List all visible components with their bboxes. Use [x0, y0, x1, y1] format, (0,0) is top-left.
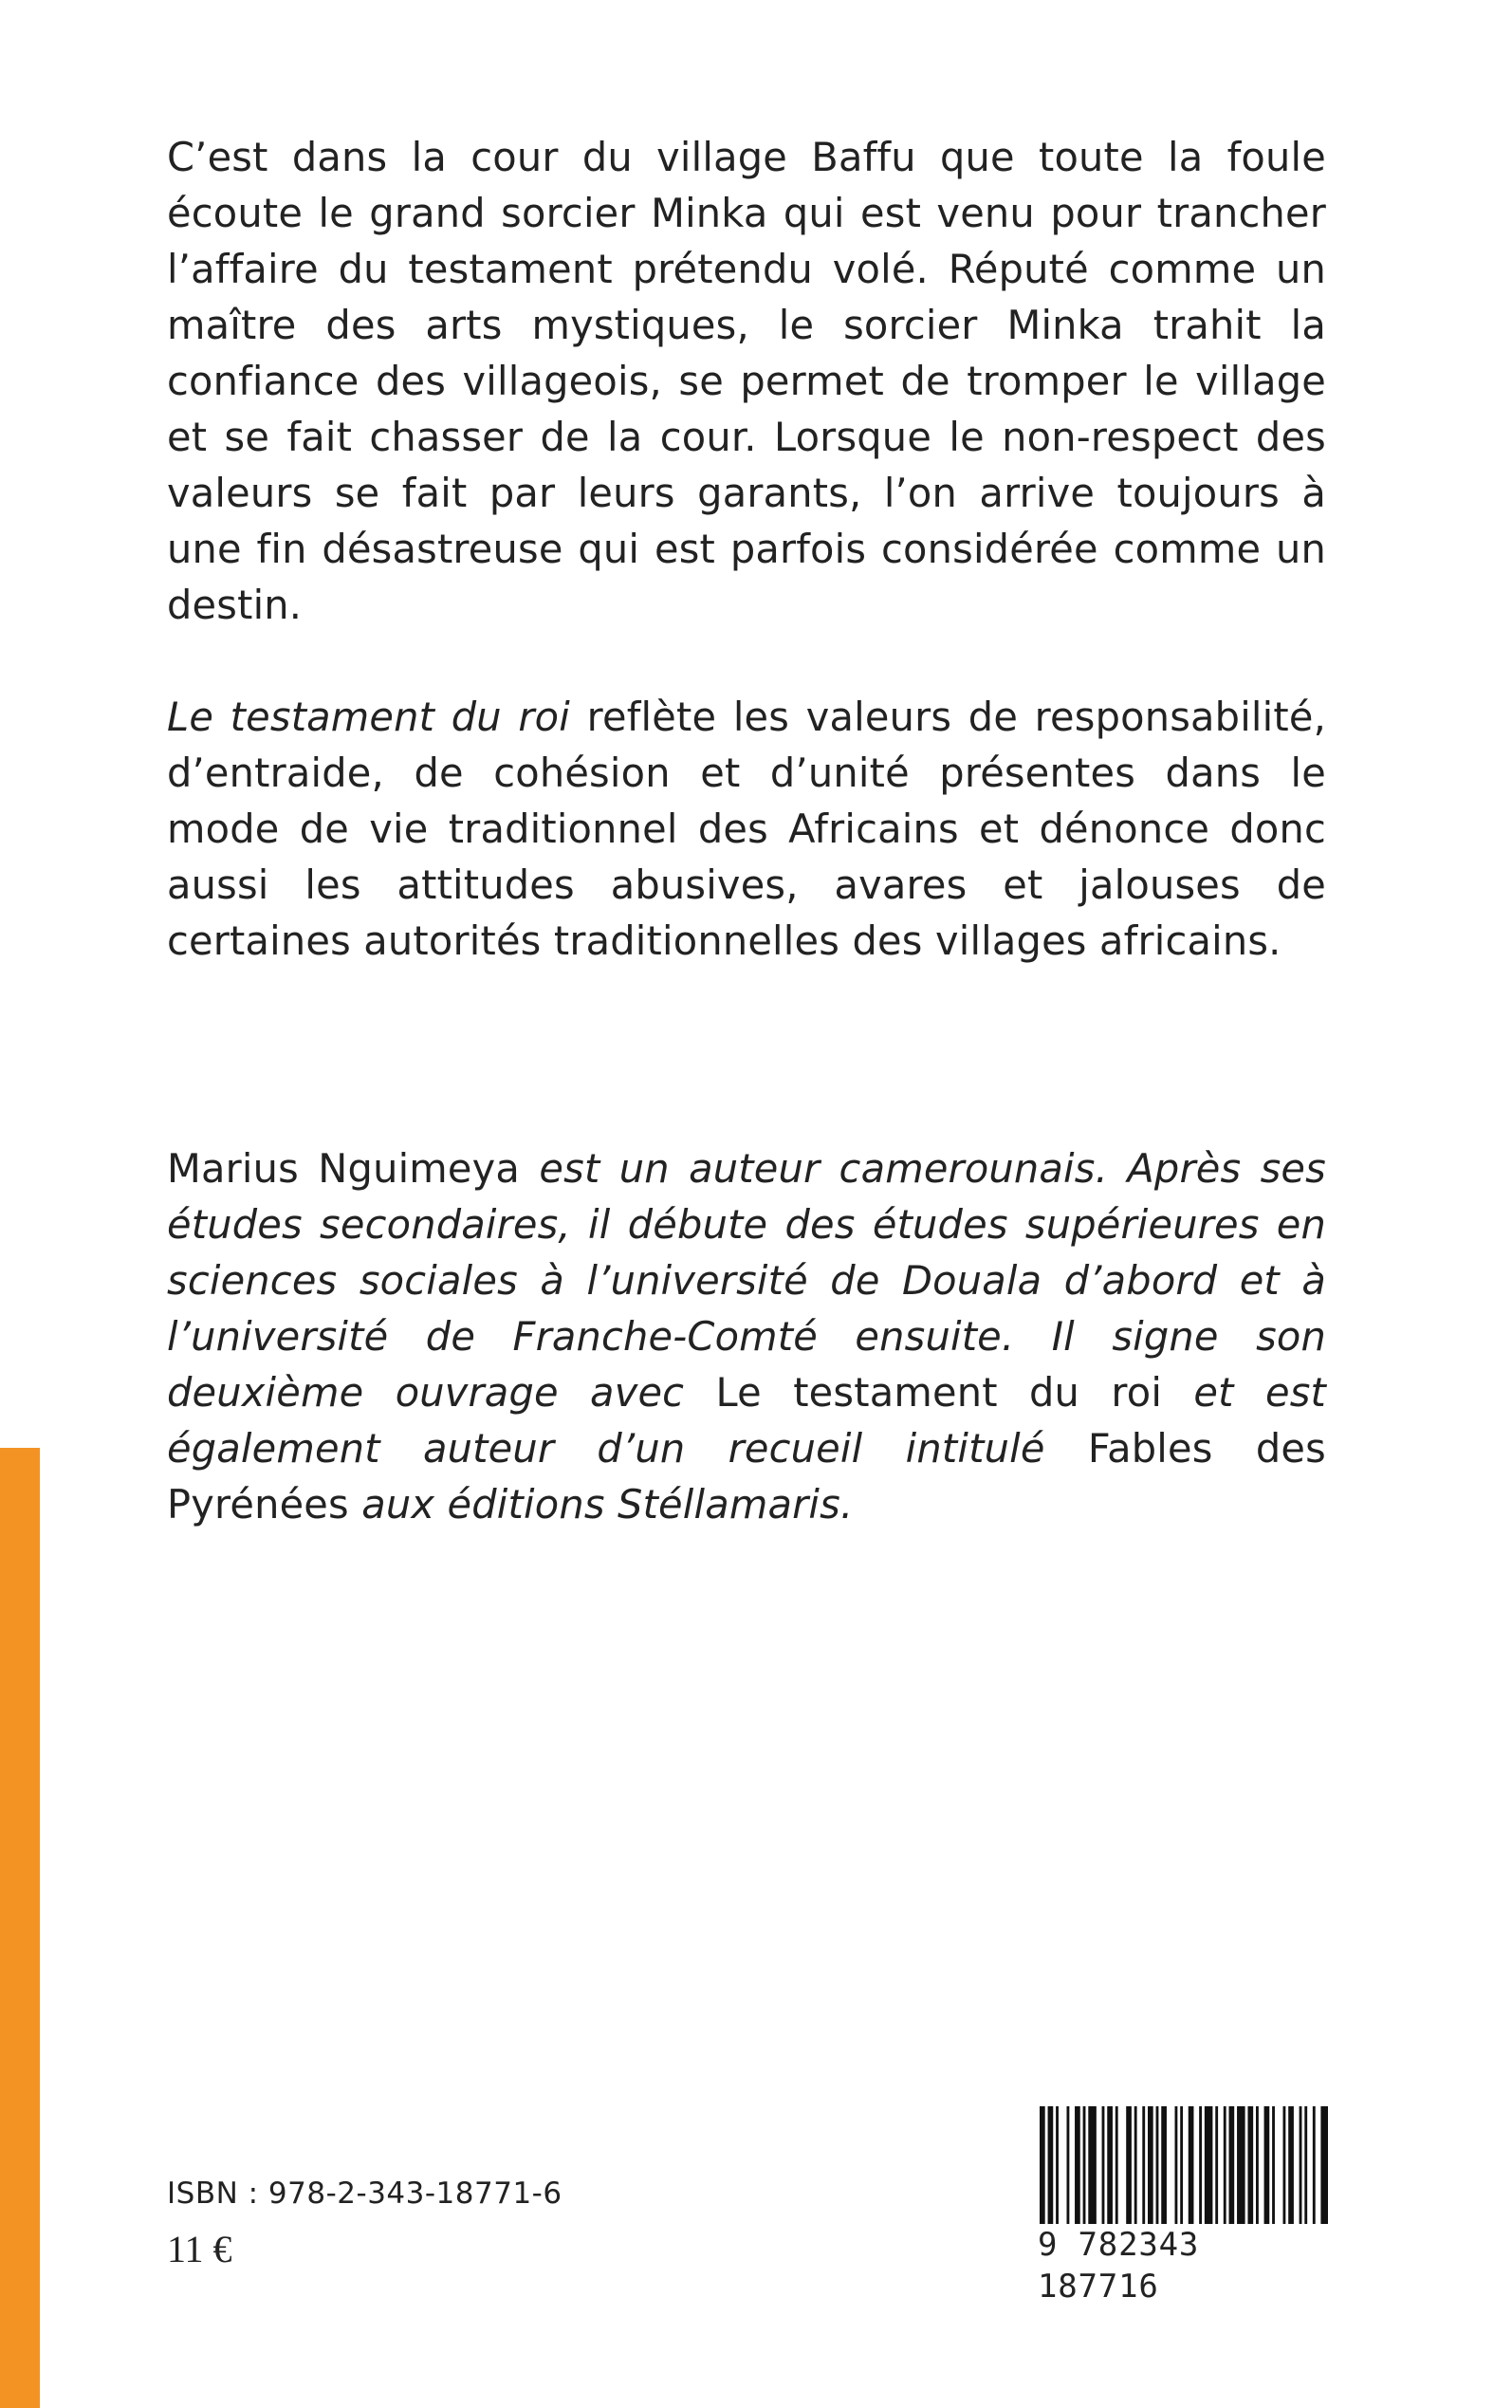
barcode-bar [1237, 2106, 1245, 2224]
barcode-bar [1107, 2106, 1113, 2224]
summary-paragraph-1 [167, 129, 1326, 633]
barcode-bar [1175, 2106, 1178, 2224]
barcode-bar [1304, 2106, 1307, 2224]
bio-book-1: Le testament du roi [715, 1369, 1163, 1416]
barcode-bar [1148, 2106, 1153, 2224]
bio-part-2: et est également auteur d’un recueil intitulé [167, 1369, 1326, 1472]
barcode-bar [1313, 2106, 1316, 2224]
barcode-bar [1300, 2106, 1302, 2224]
barcode [1034, 2104, 1328, 2306]
summary-text-2 [167, 689, 1326, 969]
summary-paragraph-2 [167, 689, 1326, 969]
barcode-bar [1180, 2106, 1183, 2224]
summary-text-1: C’est dans la cour du village Baffu que toute la foule écoute le grand sorcier Minka qui est venu pour trancher l’affaire du testament prétendu volé. Réputé comme un maître des arts mystiques, le sorcier Minka trahit la confiance des villageois, se permet de tromper le village et se fait chasser de la cour. Lorsque le non-respect des valeurs se fait par leurs garants, l’on arrive toujours à une fin désastreuse qui est parfois considérée comme un destin. [167, 134, 1326, 628]
barcode-bar [1215, 2106, 1218, 2224]
book-title-inline: Le testament du roi [167, 694, 571, 740]
bio-part-1: est un auteur camerounais. Après ses études secondaires, il débute des études supérieures en sciences sociales à l’université de Douala d’abord et à l’université de Franche-Comté ensuite. Il signe son deuxième ouvrage avec [167, 1145, 1326, 1416]
barcode-bar [1075, 2106, 1080, 2224]
barcode-bar [1083, 2106, 1086, 2224]
barcode-bar [1199, 2106, 1202, 2224]
author-bio-text [167, 1140, 1326, 1532]
price-label: 11 € [167, 2228, 232, 2270]
author-bio [167, 1140, 1326, 1532]
bio-book-2: Fables des Pyrénées [167, 1425, 1326, 1528]
summary-text-2-rest: reflète les valeurs de responsabilité, d’entraide, de cohésion et d’unité présentes dans le mode de vie traditionnel des Africains et dénonce donc aussi les attitudes abusives, avares et jalouses de certaines autorités traditionnelles des villages africains. [167, 694, 1326, 964]
orange-accent-strip [0, 1448, 40, 2408]
barcode-bar [1088, 2106, 1097, 2224]
barcode-bar [1283, 2106, 1286, 2224]
barcode-bar [1116, 2106, 1118, 2224]
barcode-bar [1205, 2106, 1213, 2224]
barcode-digits: 9 782343 187716 [1034, 2224, 1328, 2307]
barcode-bar [1056, 2106, 1059, 2224]
barcode-bar [1264, 2106, 1270, 2224]
barcode-bar [1320, 2106, 1328, 2224]
author-name: Marius Nguimeya [167, 1145, 521, 1192]
barcode-bar [1229, 2106, 1235, 2224]
barcode-bar [1067, 2106, 1070, 2224]
barcode-bar [1288, 2106, 1294, 2224]
barcode-bar [1189, 2106, 1194, 2224]
barcode-bar [1224, 2106, 1226, 2224]
barcode-bar [1126, 2106, 1132, 2224]
barcode-bar [1102, 2106, 1105, 2224]
barcode-bar [1161, 2106, 1167, 2224]
barcode-bar [1156, 2106, 1159, 2224]
barcode-bar [1272, 2106, 1275, 2224]
isbn-label: ISBN : 978-2-343-18771-6 [167, 2176, 562, 2211]
bio-part-3: aux éditions Stéllamaris. [348, 1481, 854, 1528]
barcode-bar [1142, 2106, 1145, 2224]
barcode-bar [1134, 2106, 1137, 2224]
